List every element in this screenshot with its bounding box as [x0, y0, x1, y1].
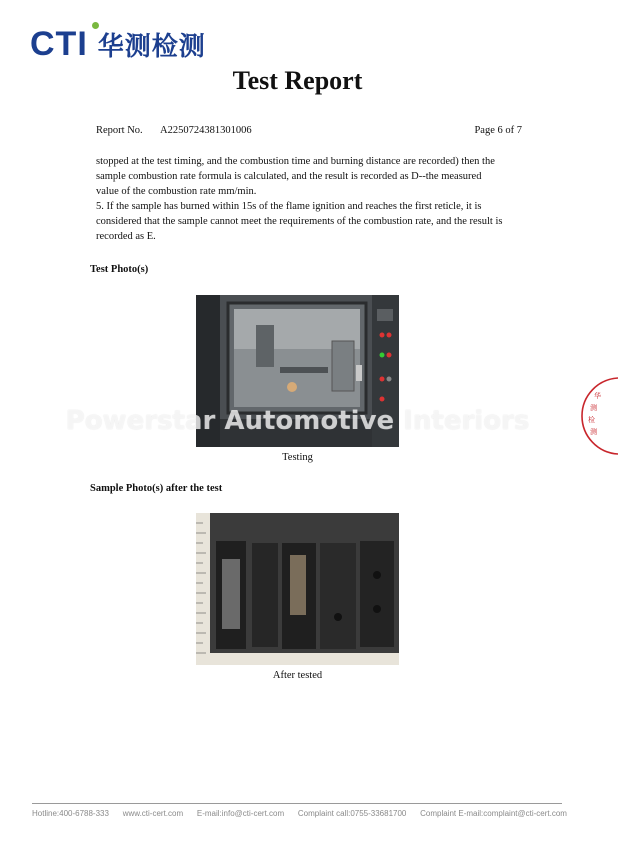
- body-paragraph: stopped at the test timing, and the combustion time and burning distance are recorded) then the sample combustion rate formula is calculated, and the result is recorded as D--the measured value of the combustion rate mm/min.: [96, 156, 495, 197]
- watermark: Powerstar Automotive Interiors: [65, 406, 530, 436]
- footer-hotline: Hotline:400-6788-333: [32, 809, 109, 818]
- footer-complaint-email[interactable]: Complaint E-mail:complaint@cti-cert.com: [420, 809, 567, 818]
- seal-stamp-image: [578, 376, 618, 456]
- sample-photo-heading: Sample Photo(s) after the test: [90, 483, 223, 494]
- test-photo-caption: Testing: [282, 452, 313, 463]
- footer-divider: [32, 803, 562, 804]
- page-number: Page 6 of 7: [474, 125, 522, 136]
- report-no-label: Report No.: [96, 125, 143, 136]
- body-text: [96, 154, 506, 244]
- report-no-value: A2250724381301006: [160, 125, 252, 136]
- logo-dot-icon: [92, 22, 99, 29]
- svg-text:测: 测: [590, 428, 597, 436]
- footer-website[interactable]: www.cti-cert.com: [122, 809, 184, 818]
- company-logo: [30, 24, 206, 64]
- test-photo-heading: Test Photo(s): [90, 264, 149, 275]
- logo-text: CTI: [30, 25, 88, 63]
- svg-text:检: 检: [588, 416, 595, 424]
- logo-chinese-text: 华测检测: [97, 31, 206, 62]
- footer-complaint-call: Complaint call:0755-33681700: [297, 809, 407, 818]
- footer-email[interactable]: E-mail:info@cti-cert.com: [196, 809, 285, 818]
- sample-photo-caption: After tested: [272, 670, 323, 681]
- footer: [32, 809, 567, 818]
- sample-photo: [196, 513, 399, 665]
- svg-text:华: 华: [594, 392, 601, 400]
- body-paragraph: 5. If the sample has burned within 15s of the flame ignition and reaches the first reticle, it is considered that the sample cannot meet the requirements of the combustion rate, and the result is recorded as E.: [96, 201, 503, 242]
- burned-samples-image: [196, 513, 399, 665]
- page-title: Test Report: [232, 66, 363, 95]
- company-seal: [578, 376, 618, 456]
- svg-text:测: 测: [590, 404, 597, 412]
